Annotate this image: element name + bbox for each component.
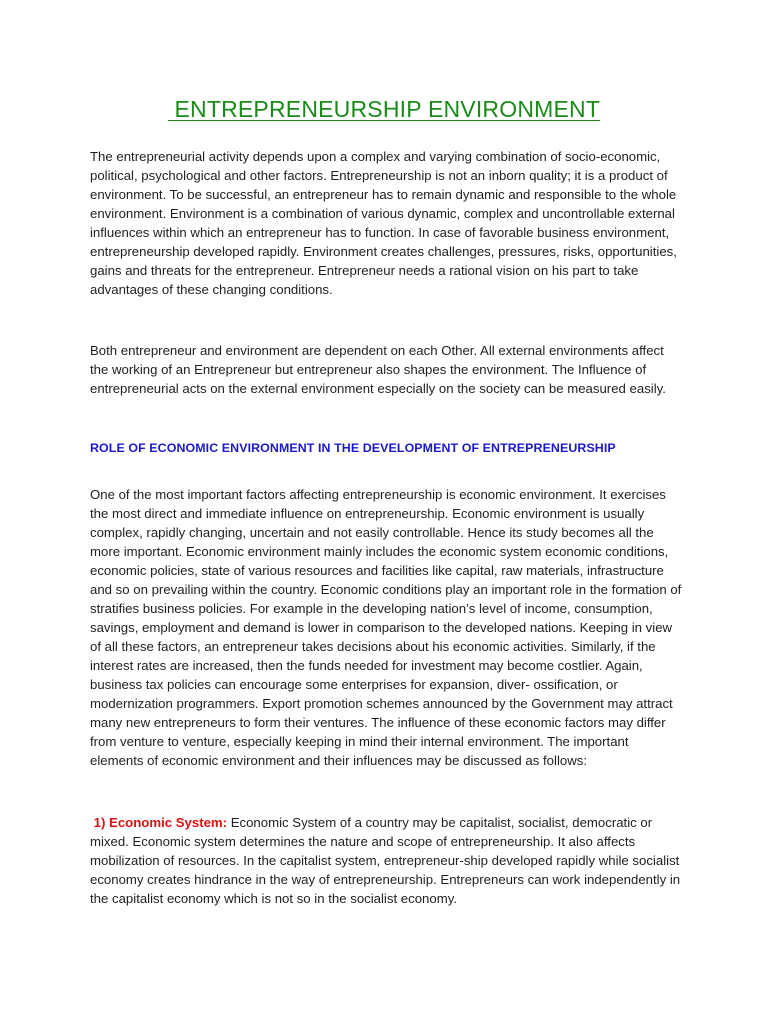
list-item-economic-system <box>90 813 682 908</box>
document-title <box>0 96 768 123</box>
list-item-text: Economic System of a country may be capitalist, socialist, democratic or mixed. Economic system determines the nature and scope of entrepreneurship. It also affects mobilization of resources. In the capitalist system, entrepreneur-ship developed rapidly while socialist economy creates hindrance in the way of entrepreneurship. Entrepreneurs can work independently in the capitalist economy which is not so in the socialist economy. <box>90 815 681 906</box>
section-heading: ROLE OF ECONOMIC ENVIRONMENT IN THE DEVELOPMENT OF ENTREPRENEURSHIP <box>90 441 616 455</box>
document-title-text: ENTREPRENEURSHIP ENVIRONMENT <box>167 96 601 122</box>
paragraph-intro: The entrepreneurial activity depends upon a complex and varying combination of socio-economic, political, psychological and other factors. Entrepreneurship is not an inborn quality; it is a product of environment. To be successful, an entrepreneur has to remain dynamic and responsible to the whole environment. Environment is a combination of various dynamic, complex and uncontrollable external influences within which an entrepreneur has to function. In case of favorable business environment, entrepreneurship developed rapidly. Environment creates challenges, pressures, risks, opportunities, gains and threats for the entrepreneur. Entrepreneur needs a rational vision on his part to take advantages of these changing conditions. <box>90 149 677 297</box>
paragraph-interdependence: Both entrepreneur and environment are dependent on each Other. All external environments affect the working of an Entrepreneur but entrepreneur also shapes the environment. The Influence of entrepreneurial acts on the external environment especially on the society can be measured easily. <box>90 343 666 396</box>
paragraph-economic-environment: One of the most important factors affecting entrepreneurship is economic environment. It exercises the most direct and immediate influence on entrepreneurship. Economic environment is usually complex, rapidly changing, uncertain and not easily controllable. Hence its study becomes all the more important. Economic environment mainly includes the economic system economic conditions, economic policies, state of various resources and facilities like capital, raw materials, infrastructure and so on prevailing within the country. Economic conditions play an important role in the formation of stratifies business policies. For example in the developing nation’s level of income, consumption, savings, employment and demand is lower in comparison to the developed nations. Keeping in view of all these factors, an entrepreneur takes decisions about his economic activities. Similarly, if the interest rates are increased, then the funds needed for investment may become costlier. Again, business tax policies can encourage some enterprises for expansion, diver- ossification, or modernization programmers. Export promotion schemes announced by the Government may attract many new entrepreneurs to form their ventures. The influence of these economic factors may differ from venture to venture, especially keeping in mind their internal environment. The important elements of economic environment and their influences may be discussed as follows: <box>90 487 682 768</box>
list-item-label: 1) Economic System: <box>90 815 228 830</box>
